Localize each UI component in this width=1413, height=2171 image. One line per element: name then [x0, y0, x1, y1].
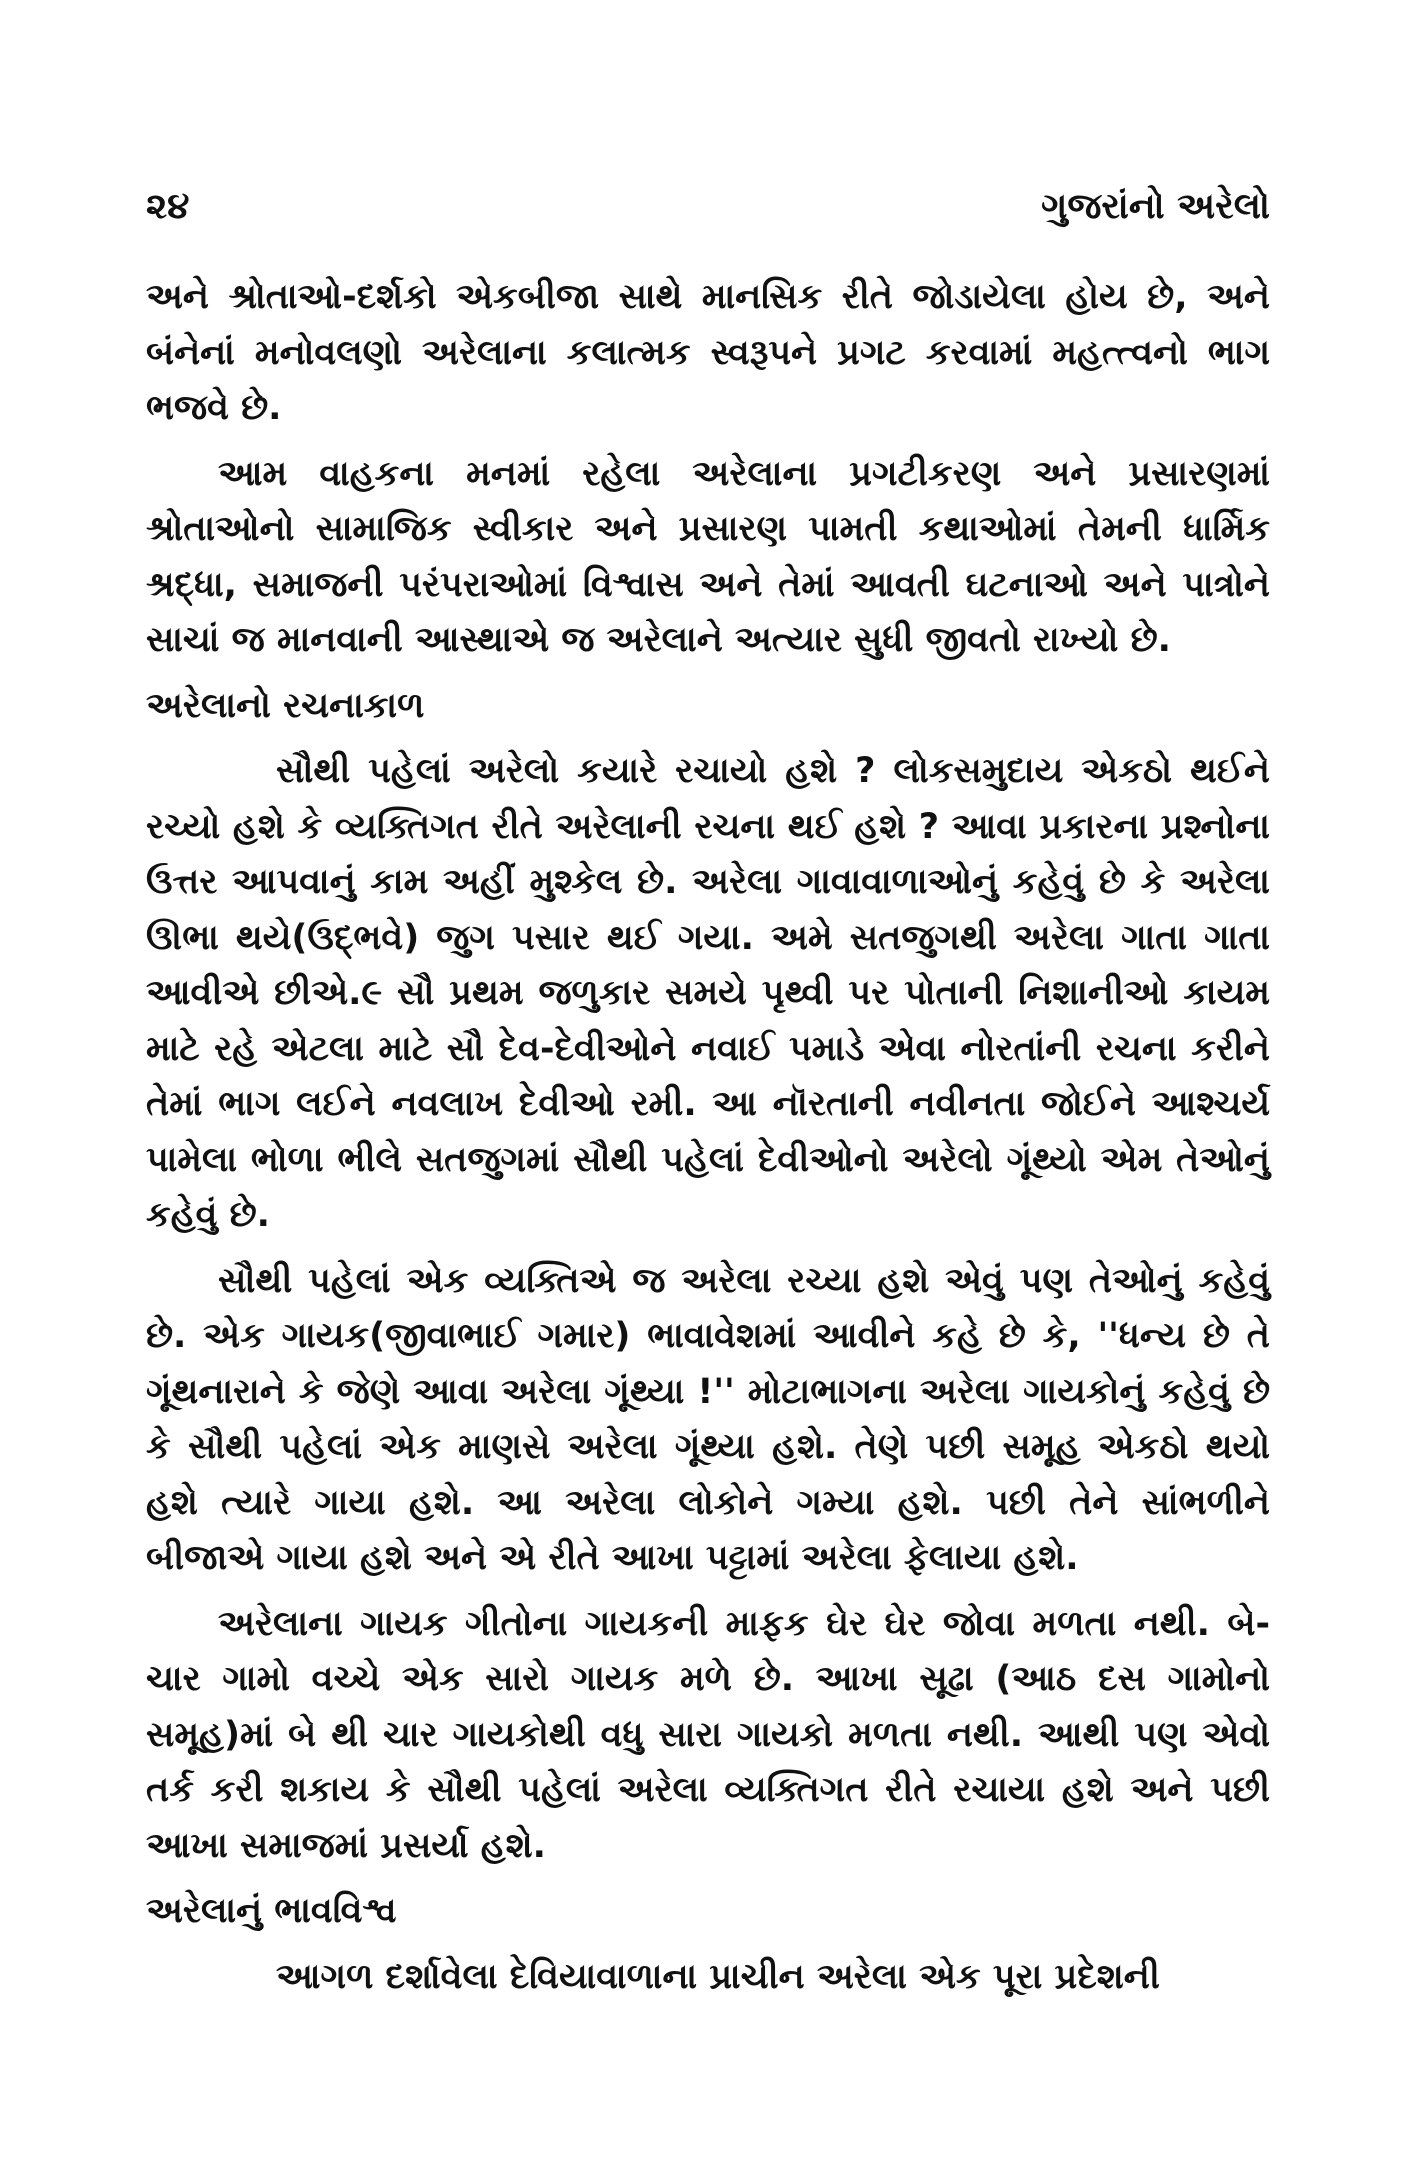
paragraph-5: અરેલાના ગાયક ગીતોના ગાયકની માફક ઘેર ઘેર જોવા મળતા નથી. બે-ચાર ગામો વચ્ચે એક સારો ગાયક મળે છે. આખા સૂઢા (આઠ દસ ગામોનો સમૂહ)માં બે થી ચાર ગાયકોથી વધુ સારા ગાયકો મળતા નથી. આથી પણ એવો તર્ક કરી શકાય કે સૌથી પહેલાં અરેલા વ્યક્તિગત રીતે રચાયા હશે અને પછી આખા સમાજમાં પ્રસર્યા હશે.	[146, 1603, 1270, 1866]
paragraph-2: આમ વાહકના મનમાં રહેલા અરેલાના પ્રગટીકરણ અને પ્રસારણમાં શ્રોતાઓનો સામાજિક સ્વીકાર અને પ્રસારણ પામતી કથાઓમાં તેમની ધાર્મિક શ્રદ્ધા, સમાજની પરંપરાઓમાં વિશ્વાસ અને તેમાં આવતી ઘટનાઓ અને પાત્રોને સાચાં જ માનવાની આસ્થાએ જ અરેલાને અત્યાર સુધી જીવતો રાખ્યો છે.	[146, 453, 1270, 660]
paragraph-1: અને શ્રોતાઓ-દર્શકો એકબીજા સાથે માનસિક રીતે જોડાયેલા હોય છે, અને બંનેનાં મનોવલણો અરેલાના કલાત્મક સ્વરૂપને પ્રગટ કરવામાં મહત્ત્વનો ભાગ ભજવે છે.	[146, 277, 1270, 428]
section-heading-composition-period: અરેલાનો રચનાકાળ	[146, 685, 425, 726]
paragraph-6: આગળ દર્શાવેલા દેવિયાવાળાના પ્રાચીન અરેલા એક પૂરા પ્રદેશની	[276, 1956, 1160, 1997]
page-header	[146, 186, 1270, 242]
running-title: ગુજરાંનો અરેલો	[1041, 186, 1270, 227]
page-number: ૨૪	[146, 186, 190, 227]
page-body	[146, 270, 1270, 2015]
paragraph-4: સૌથી પહેલાં એક વ્યક્તિએ જ અરેલા રચ્યા હશે એવું પણ તેઓનું કહેવું છે. એક ગાયક(જીવાભાઈ ગમાર) ભાવાવેશમાં આવીને કહે છે કે, ''ધન્ય છે તે ગૂંથનારાને કે જેણે આવા અરેલા ગૂંથ્યા !'' મોટાભાગના અરેલા ગાયકોનું કહેવું છે કે સૌથી પહેલાં એક માણસે અરેલા ગૂંથ્યા હશે. તેણે પછી સમૂહ એકઠો થયો હશે ત્યારે ગાયા હશે. આ અરેલા લોકોને ગમ્યા હશે. પછી તેને સાંભળીને બીજાએ ગાયા હશે અને એ રીતે આખા પટ્ટામાં અરેલા ફેલાયા હશે.	[146, 1260, 1270, 1578]
section-heading-emotional-world: અરેલાનું ભાવવિશ્વ	[146, 1891, 397, 1931]
paragraph-3: સૌથી પહેલાં અરેલો કયારે રચાયો હશે ? લોકસમુદાય એકઠો થઈને રચ્યો હશે કે વ્યક્તિગત રીતે અરેલાની રચના થઈ હશે ? આવા પ્રકારના પ્રશ્નોના ઉત્તર આપવાનું કામ અહીં મુશ્કેલ છે. અરેલા ગાવાવાળાઓનું કહેવું છે કે અરેલા ઊભા થયે(ઉદ્‌ભવે) જુગ પસાર થઈ ગયા. અમે સતજુગથી અરેલા ગાતા ગાતા આવીએ છીએ.૯ સૌ પ્રથમ જળુકાર સમયે પૃથ્વી પર પોતાની નિશાનીઓ કાયમ માટે રહે એટલા માટે સૌ દેવ-દેવીઓને નવાઈ પમાડે એવા નોરતાંની રચના કરીને તેમાં ભાગ લઈને નવલાખ દેવીઓ રમી. આ નૉરતાની નવીનતા જોઈને આશ્ચર્ય પામેલા ભોળા ભીલે સતજુગમાં સૌથી પહેલાં દેવીઓનો અરેલો ગૂંથ્યો એમ તેઓનું કહેવું છે.	[146, 751, 1270, 1235]
